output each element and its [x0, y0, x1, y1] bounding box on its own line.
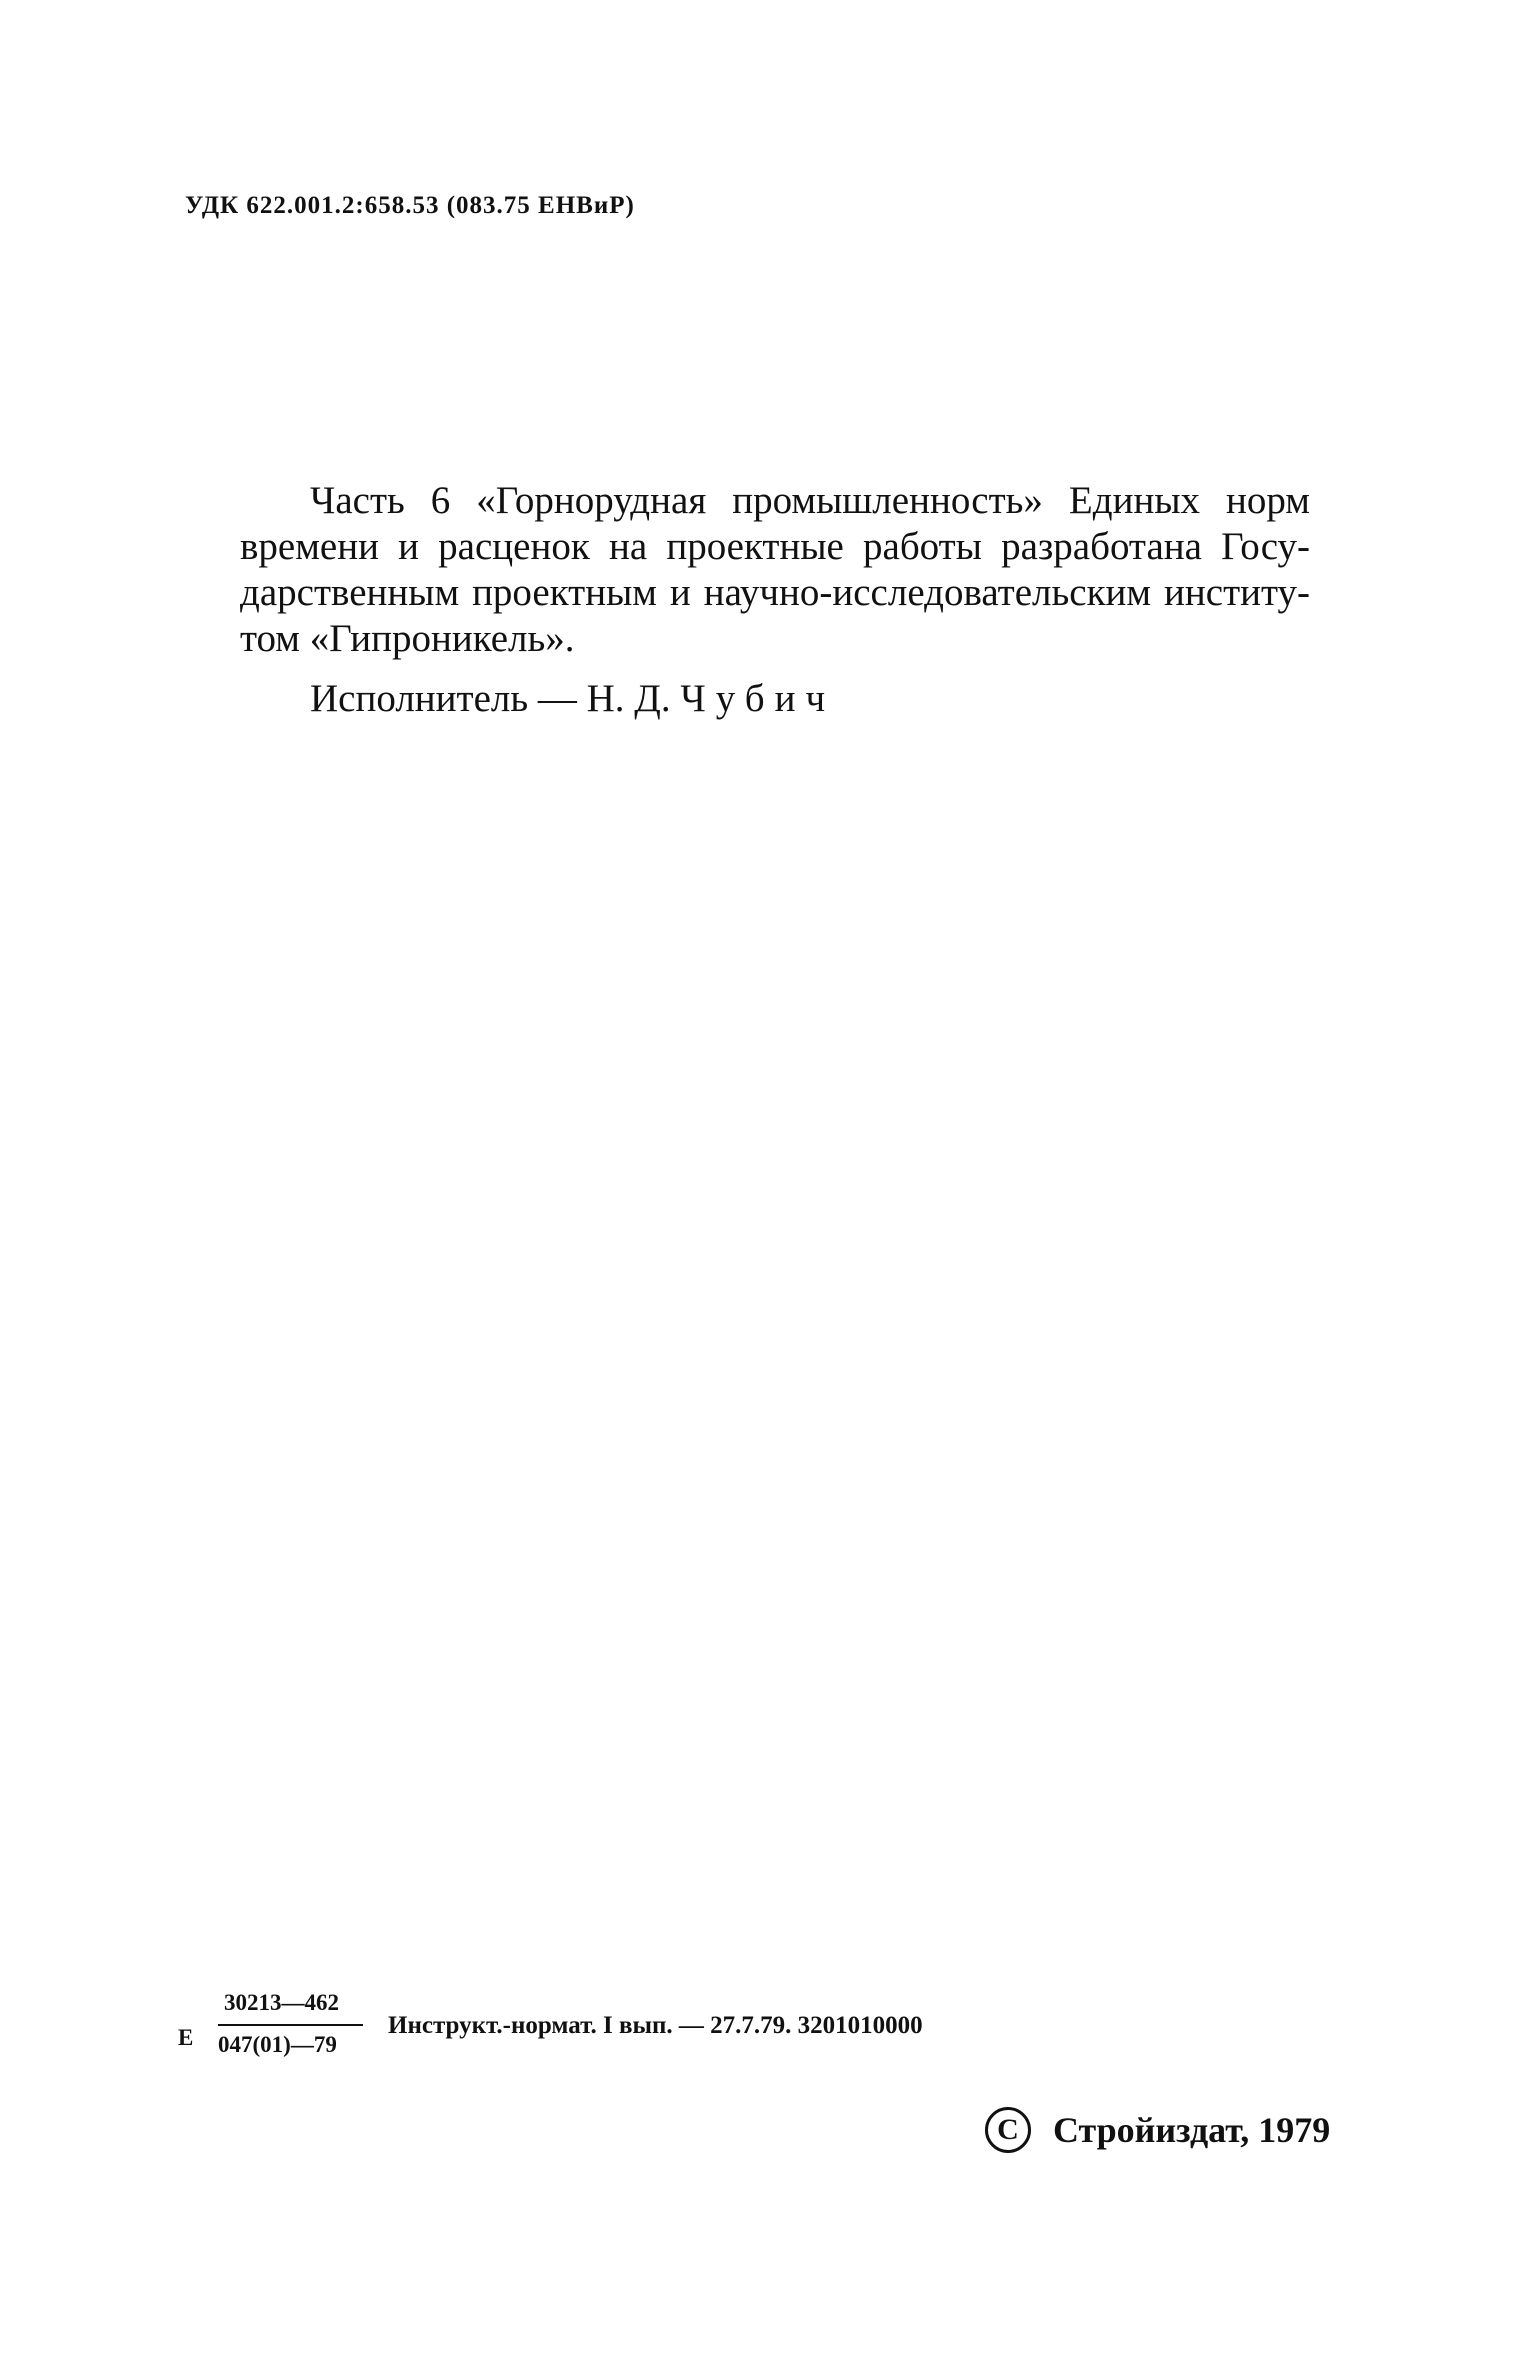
credit-line: времени и расценок на проектные работы разработана Госу-	[240, 525, 1310, 568]
publisher-name-year: Стройиздат, 1979	[1053, 2110, 1331, 2150]
publisher-line	[985, 2107, 1330, 2153]
fraction-bar	[218, 2024, 363, 2026]
executor-line	[310, 676, 835, 721]
executor-name: Чубич	[680, 677, 836, 720]
udk-classification: УДК 622.001.2:658.53 (083.75 ЕНВиР)	[185, 192, 635, 219]
credit-line: дарственным проектным и научно-исследовательским институ-	[240, 571, 1310, 614]
imprint-letter: Е	[178, 2025, 194, 2050]
executor-label: Исполнитель — Н. Д.	[310, 677, 671, 720]
imprint-numerator: 30213—462	[224, 1990, 339, 2015]
credit-line: Часть 6 «Горнорудная промышленность» Единых норм	[310, 479, 1310, 522]
credit-paragraph	[240, 478, 1310, 662]
imprint-denominator: 047(01)—79	[218, 2032, 337, 2057]
credit-line: том «Гипроникель».	[240, 617, 575, 660]
copyright-icon: C	[985, 2107, 1031, 2153]
imprint-description: Инструкт.-нормат. I вып. — 27.7.79. 3201010000	[388, 2012, 923, 2039]
imprint-fraction	[218, 1990, 363, 2058]
